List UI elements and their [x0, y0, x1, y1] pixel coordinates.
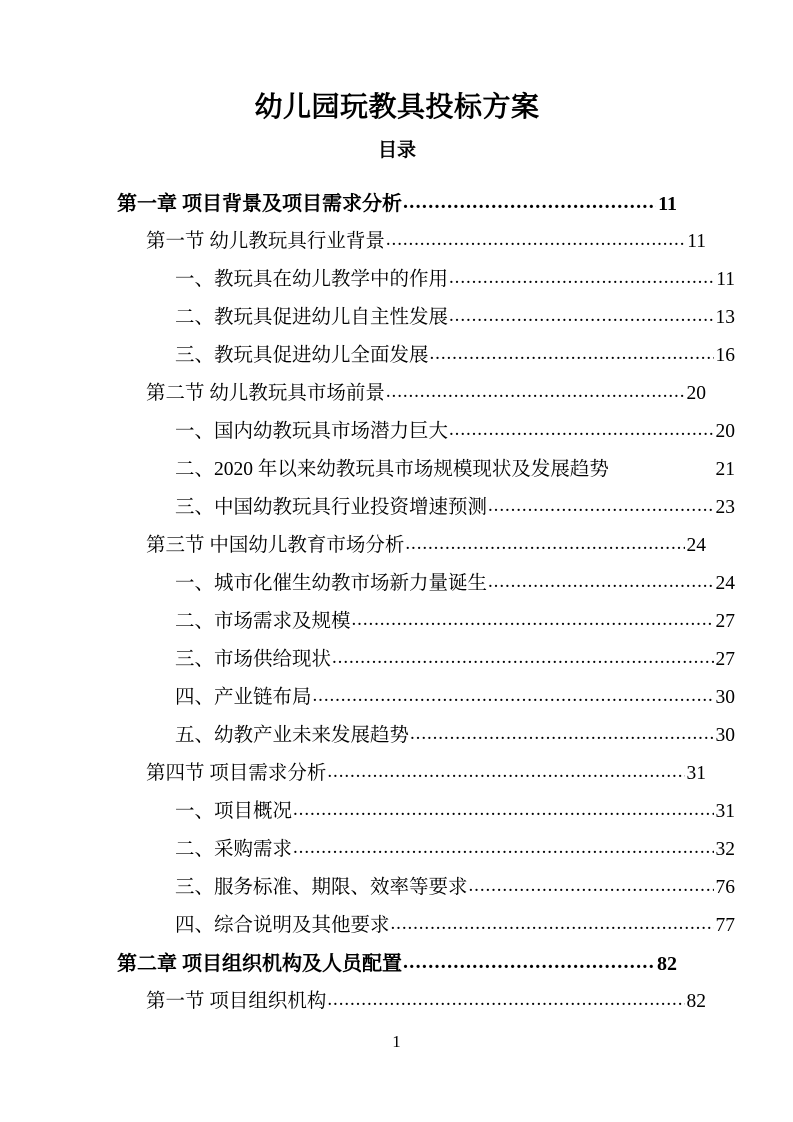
toc-entry-page-number: 82 [686, 990, 706, 1012]
toc-dot-leader [327, 755, 684, 791]
toc-entry-label: 第四节 项目需求分析 [146, 762, 327, 784]
toc-entry[interactable] [117, 869, 735, 907]
toc-dot-leader [405, 527, 684, 563]
toc-heading: 目录 [377, 140, 416, 162]
toc-entry-page-number: 11 [687, 230, 706, 252]
toc-entry-page-number: 21 [715, 458, 735, 480]
toc-entry-page-number: 31 [715, 800, 735, 822]
toc-entry[interactable] [117, 565, 735, 603]
toc-entry-page-number: 76 [715, 876, 735, 898]
toc-dot-leader [391, 907, 714, 943]
toc-entry-page-number: 20 [715, 420, 735, 442]
toc-entry-label: 四、产业链布局 [175, 686, 312, 708]
toc-dot-leader [488, 489, 713, 525]
toc-entry[interactable] [117, 831, 735, 869]
toc-entry-label: 一、项目概况 [175, 800, 293, 822]
toc-entry-label: 一、教玩具在幼儿教学中的作用 [175, 268, 449, 290]
toc-entry-label: 三、市场供给现状 [175, 648, 332, 670]
toc-entry-page-number: 23 [715, 496, 735, 518]
toc-entry[interactable] [117, 451, 735, 489]
toc-entry[interactable] [117, 793, 735, 831]
toc-entry[interactable] [117, 907, 735, 945]
toc-dot-leader [430, 337, 714, 373]
toc-entry-label: 二、采购需求 [175, 838, 293, 860]
toc-dot-leader [352, 603, 714, 639]
toc-entry[interactable] [117, 185, 677, 223]
toc-entry-page-number: 27 [715, 648, 735, 670]
toc-entry-page-number: 30 [715, 686, 735, 708]
toc-entry-page-number: 77 [715, 914, 735, 936]
toc-entry-page-number: 27 [715, 610, 735, 632]
toc-dot-leader [386, 223, 685, 259]
toc-entry[interactable] [117, 603, 735, 641]
toc-entry-label: 二、市场需求及规模 [175, 610, 351, 632]
toc-entry-page-number: 24 [686, 534, 706, 556]
toc-entry-label: 三、中国幼教玩具行业投资增速预测 [175, 496, 488, 518]
toc-entry[interactable] [117, 261, 735, 299]
page-content [117, 0, 735, 1021]
toc-dot-leader [449, 413, 713, 449]
toc-entry-label: 三、服务标准、期限、效率等要求 [175, 876, 468, 898]
toc-entry[interactable] [117, 489, 735, 527]
footer-page-number: 1 [392, 1032, 401, 1051]
toc-entry-label: 三、教玩具促进幼儿全面发展 [175, 344, 429, 366]
toc-entry-page-number: 13 [715, 306, 735, 328]
toc-entry-page-number: 24 [715, 572, 735, 594]
toc-entry-label: 第一节 幼儿教玩具行业背景 [146, 230, 385, 252]
toc-entry[interactable] [117, 527, 706, 565]
toc-entry-page-number: 20 [686, 382, 706, 404]
toc-dot-leader [469, 869, 714, 905]
toc-dot-leader [403, 185, 656, 221]
toc-entry-label: 第一章 项目背景及项目需求分析 [117, 192, 402, 215]
toc-entry-page-number: 31 [686, 762, 706, 784]
toc-dot-leader [386, 375, 685, 411]
toc-entry[interactable] [117, 717, 735, 755]
toc-entry-label: 第二节 幼儿教玩具市场前景 [146, 382, 385, 404]
toc-dot-leader [332, 641, 713, 677]
toc-entry-page-number: 11 [716, 268, 735, 290]
toc-entry[interactable] [117, 375, 706, 413]
toc-entry-label: 一、国内幼教玩具市场潜力巨大 [175, 420, 449, 442]
toc-entry-label: 二、教玩具促进幼儿自主性发展 [175, 306, 449, 328]
toc-entry-page-number: 32 [715, 838, 735, 860]
toc-entry[interactable] [117, 299, 735, 337]
toc-entry-page-number: 82 [657, 952, 677, 975]
toc-entry-label: 五、幼教产业未来发展趋势 [175, 724, 410, 746]
toc-entry-page-number: 30 [715, 724, 735, 746]
toc-dot-leader [488, 565, 713, 601]
toc-dot-leader [403, 945, 655, 981]
toc-entry[interactable] [117, 337, 735, 375]
toc-entry[interactable] [117, 223, 706, 261]
toc-entry[interactable] [117, 755, 706, 793]
toc-entry-label: 第二章 项目组织机构及人员配置 [117, 952, 402, 975]
toc-entry[interactable] [117, 413, 735, 451]
toc-dot-leader [449, 299, 713, 335]
toc-entry-label: 第一节 项目组织机构 [146, 990, 327, 1012]
toc-dot-leader [313, 679, 714, 715]
toc-entry-label: 四、综合说明及其他要求 [175, 914, 390, 936]
toc-entry[interactable] [117, 945, 677, 983]
table-of-contents [117, 163, 735, 1021]
toc-dot-leader [293, 793, 713, 829]
toc-entry-page-number: 16 [715, 344, 735, 366]
toc-dot-leader [449, 261, 714, 297]
toc-entry-page-number: 11 [658, 192, 677, 215]
toc-entry[interactable] [117, 983, 706, 1021]
toc-dot-leader [327, 983, 684, 1019]
toc-dot-leader [293, 831, 713, 867]
toc-entry-label: 一、城市化催生幼教市场新力量诞生 [175, 572, 488, 594]
page-title: 幼儿园玩教具投标方案 [254, 92, 540, 123]
toc-entry[interactable] [117, 641, 735, 679]
toc-dot-leader [410, 717, 713, 753]
toc-entry-label: 第三节 中国幼儿教育市场分析 [146, 534, 405, 556]
toc-entry-label: 二、2020 年以来幼教玩具市场规模现状及发展趋势 [175, 458, 609, 480]
toc-entry[interactable] [117, 679, 735, 717]
